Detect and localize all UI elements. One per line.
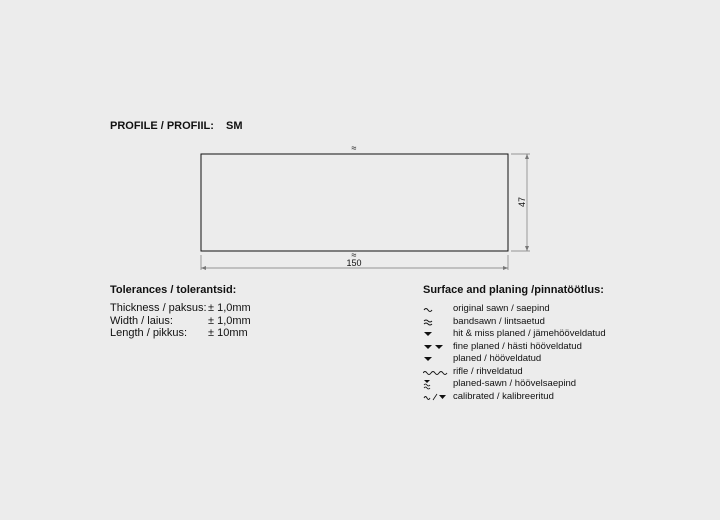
tolerances-heading: Tolerances / tolerantsid:: [110, 284, 237, 296]
surface-item-label: bandsawn / lintsaetud: [453, 315, 545, 327]
tolerance-label: Width / laius:: [110, 315, 173, 327]
width-value: 150: [346, 258, 362, 268]
surface-item-label: planed-sawn / höövelsaepind: [453, 378, 577, 389]
surface-item-label: rifle / rihveldatud: [453, 365, 523, 377]
tolerance-value: ± 1,0mm: [208, 315, 251, 327]
tolerance-label: Thickness / paksus:: [110, 302, 207, 314]
height-value: 47: [517, 196, 527, 208]
profile-label: PROFILE / PROFIIL:: [110, 120, 214, 132]
surface-item-label: hit & miss planed / jämehööveldatud: [453, 328, 606, 339]
tolerance-row: [110, 327, 248, 339]
tolerance-value: ± 10mm: [208, 327, 248, 339]
surface-item-label: fine planed / hästi hööveldatud: [453, 340, 582, 352]
tolerance-label: Length / pikkus:: [110, 327, 188, 339]
bottom-surface-symbol: ≈: [351, 250, 357, 260]
triangle-down-icon: [423, 328, 449, 340]
tilde-icon: [423, 303, 449, 315]
double-triangle-icon: [423, 341, 449, 353]
surface-item-label: calibrated / kalibreeritud: [453, 390, 554, 402]
profile-rectangle: [201, 154, 508, 251]
surface-heading: Surface and planing /pinnatöötlus:: [423, 284, 604, 296]
tolerance-value: ± 1,0mm: [208, 302, 251, 314]
planed-sawn-icon: [423, 378, 449, 390]
wave-icon: [423, 366, 449, 378]
surface-item-label: planed / hööveldatud: [453, 353, 542, 364]
tolerance-row: [110, 302, 251, 314]
top-surface-symbol: ≈: [351, 143, 357, 153]
triangle-down-icon: [423, 353, 449, 365]
profile-code: SM: [226, 120, 243, 132]
surface-item-label: original sawn / saepind: [453, 303, 550, 314]
calibrated-icon: [423, 391, 449, 403]
approx-icon: [423, 316, 449, 328]
tolerance-row: [110, 315, 251, 327]
